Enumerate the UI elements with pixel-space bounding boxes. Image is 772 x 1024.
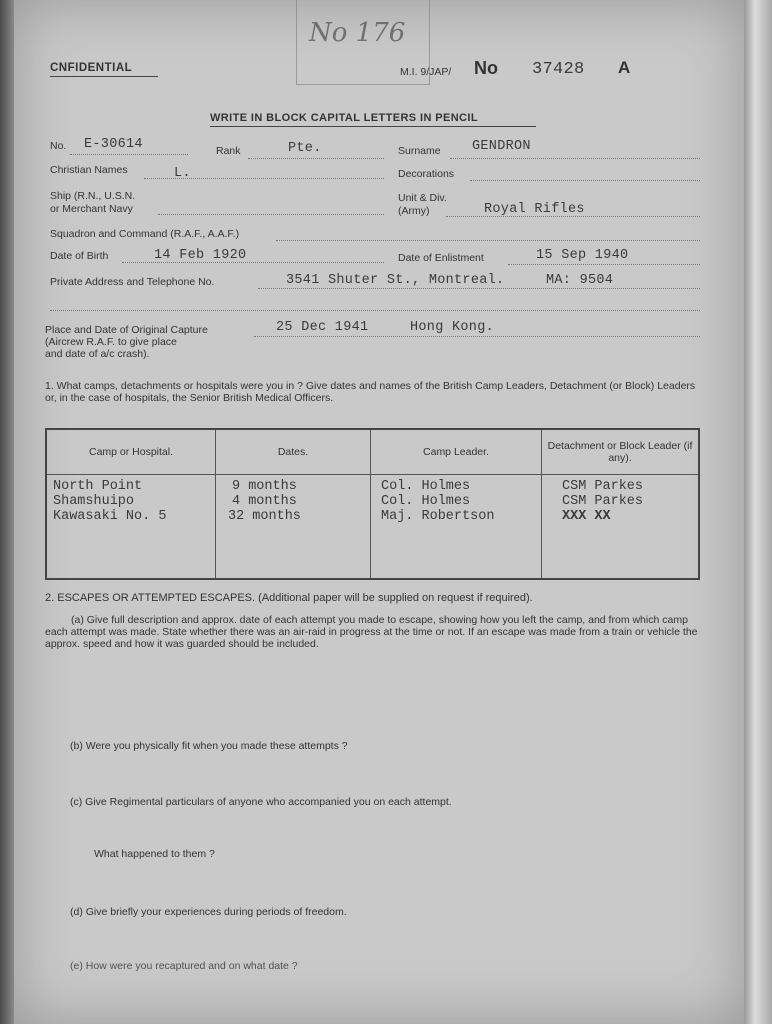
table-cell: Shamshuipo bbox=[53, 494, 135, 509]
paper-stack-edge bbox=[744, 0, 772, 1024]
binder-edge bbox=[0, 0, 14, 1024]
capture-date-value: 25 Dec 1941 bbox=[276, 320, 369, 335]
field-line bbox=[122, 262, 384, 263]
field-line bbox=[144, 178, 384, 179]
section-2-title: 2. ESCAPES OR ATTEMPTED ESCAPES. (Additional paper will be supplied on request if required). bbox=[45, 592, 533, 604]
squadron-label: Squadron and Command (R.A.F., A.A.F.) bbox=[50, 228, 240, 240]
question-2d-text: (d) Give briefly your experiences during periods of freedom. bbox=[70, 906, 347, 918]
field-line bbox=[70, 154, 188, 155]
classification-underline bbox=[50, 76, 158, 77]
capture-place-value: Hong Kong. bbox=[410, 320, 495, 335]
document-page bbox=[14, 0, 744, 1024]
ship-label: Ship (R.N., U.S.N. bbox=[50, 190, 136, 202]
table-cell: Maj. Robertson bbox=[381, 509, 495, 524]
field-line bbox=[446, 216, 700, 217]
column-header: Dates. bbox=[216, 429, 371, 475]
rank-value: Pte. bbox=[288, 141, 322, 156]
table-cell: CSM Parkes bbox=[562, 479, 644, 494]
camps-table bbox=[45, 428, 700, 580]
table-cell: 32 months bbox=[228, 509, 301, 524]
field-line bbox=[258, 288, 700, 289]
detachment-column bbox=[542, 475, 700, 580]
service-no-label: No. bbox=[50, 140, 67, 152]
dob-value: 14 Feb 1920 bbox=[154, 248, 247, 263]
unit-label: Unit & Div. bbox=[398, 192, 447, 204]
enlistment-label: Date of Enlistment bbox=[398, 252, 484, 264]
classification-marking: CNFIDENTIAL bbox=[50, 62, 133, 74]
table-cell: Kawasaki No. 5 bbox=[53, 509, 167, 524]
field-line bbox=[508, 264, 700, 265]
ship-label-2: or Merchant Navy bbox=[50, 203, 133, 215]
surname-value: GENDRON bbox=[472, 139, 531, 154]
document-number: 37428 bbox=[532, 60, 585, 79]
phone-value: MA: 9504 bbox=[546, 273, 614, 288]
column-header: Camp or Hospital. bbox=[46, 429, 216, 475]
capture-label: Place and Date of Original Capture bbox=[45, 324, 208, 336]
field-line bbox=[470, 180, 700, 181]
table-cell: 4 months bbox=[232, 494, 297, 509]
instruction-underline bbox=[210, 126, 536, 127]
column-header: Camp Leader. bbox=[371, 429, 542, 475]
field-line bbox=[248, 158, 384, 159]
form-reference: M.I. 9/JAP/ bbox=[400, 66, 452, 78]
field-line bbox=[450, 158, 700, 159]
document-suffix: A bbox=[618, 58, 631, 77]
table-cell: CSM Parkes bbox=[562, 494, 644, 509]
enlistment-value: 15 Sep 1940 bbox=[536, 248, 629, 263]
leader-column bbox=[371, 475, 542, 580]
field-line bbox=[254, 336, 700, 337]
capture-label-2: (Aircrew R.A.F. to give place bbox=[45, 336, 177, 348]
table-cell: Col. Holmes bbox=[381, 479, 471, 494]
question-2c-followup: What happened to them ? bbox=[94, 848, 215, 860]
form-instruction: WRITE IN BLOCK CAPITAL LETTERS IN PENCIL bbox=[210, 112, 478, 124]
table-cell: North Point bbox=[53, 479, 143, 494]
field-line bbox=[158, 214, 384, 215]
capture-label-3: and date of a/c crash). bbox=[45, 348, 150, 360]
table-cell: 9 months bbox=[232, 479, 297, 494]
field-line bbox=[276, 240, 700, 241]
dates-column bbox=[216, 475, 371, 580]
camps-table-header bbox=[46, 429, 699, 475]
christian-names-label: Christian Names bbox=[50, 164, 128, 176]
question-2e-text: (e) How were you recaptured and on what date ? bbox=[70, 960, 298, 972]
address-value: 3541 Shuter St., Montreal. bbox=[286, 273, 505, 288]
unit-value: Royal Rifles bbox=[484, 202, 585, 217]
question-2c-text: (c) Give Regimental particulars of anyone who accompanied you on each attempt. bbox=[70, 796, 452, 808]
rank-label: Rank bbox=[216, 145, 241, 157]
surname-label: Surname bbox=[398, 145, 441, 157]
table-cell: Col. Holmes bbox=[381, 494, 471, 509]
question-2b-text: (b) Were you physically fit when you made these attempts ? bbox=[70, 740, 348, 752]
dob-label: Date of Birth bbox=[50, 250, 109, 262]
christian-names-value: L. bbox=[174, 166, 191, 181]
column-header: Detachment or Block Leader (if any). bbox=[542, 429, 700, 475]
service-no-value: E-30614 bbox=[84, 137, 143, 152]
number-label: No bbox=[474, 58, 498, 78]
address-label: Private Address and Telephone No. bbox=[50, 276, 215, 288]
table-cell: XXX XX bbox=[562, 509, 611, 524]
camps-table-body bbox=[46, 475, 699, 580]
decorations-label: Decorations bbox=[398, 168, 455, 180]
camp-column bbox=[46, 475, 216, 580]
question-2a-text: (a) Give full description and approx. date of each attempt you made to escape, showing how you left the camp, and from which camp each attempt was made. State whether there was an air-raid in progress at the time or not. If an escape was made from a train or vehicle the approx. speed and how it was guarded should be included. bbox=[45, 614, 698, 650]
field-line bbox=[50, 310, 700, 311]
question-1-text: 1. What camps, detachments or hospitals were you in ? Give dates and names of the British Camp Leaders, Detachment (or Block) Leaders or, in the case of hospitals, the Senior British Medical Officers. bbox=[45, 380, 696, 404]
stamp-number: No 176 bbox=[309, 18, 406, 48]
unit-label-2: (Army) bbox=[398, 205, 430, 217]
